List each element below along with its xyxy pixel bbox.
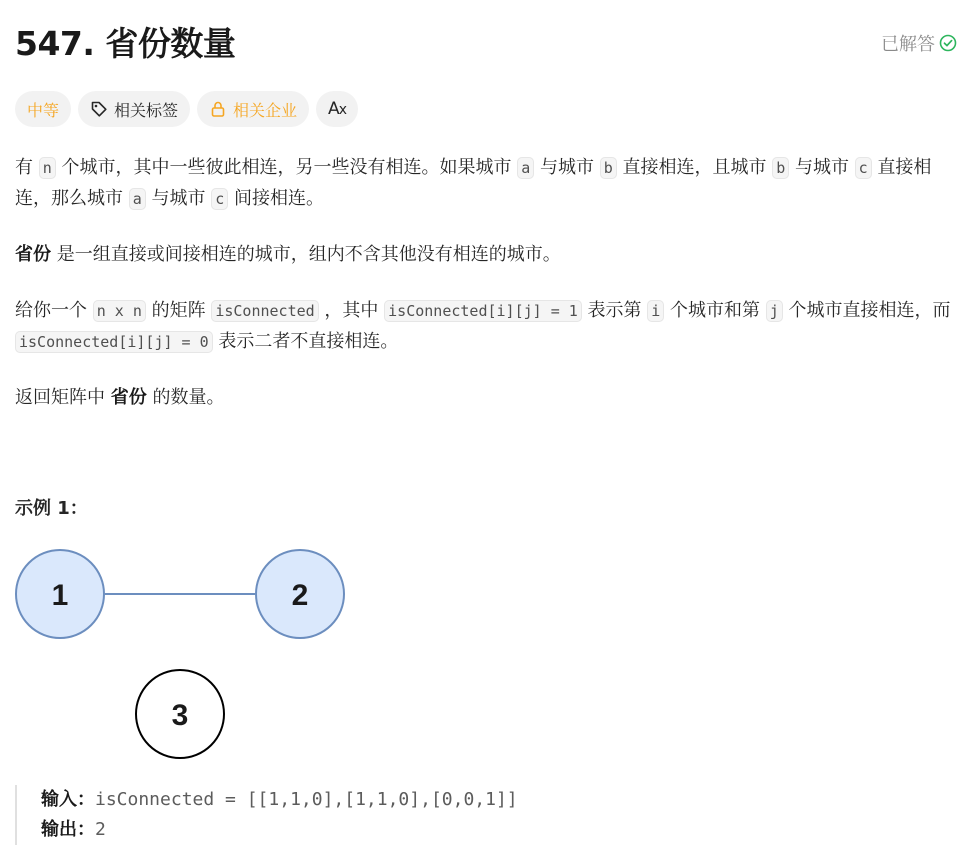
difficulty-label: 中等 xyxy=(27,100,60,120)
bold-term: 省份 xyxy=(110,387,147,408)
inline-code: isConnected xyxy=(211,300,318,322)
inline-code: n x n xyxy=(93,300,146,322)
difficulty-badge xyxy=(15,91,71,127)
inline-code: isConnected[i][j] = 1 xyxy=(384,300,582,322)
inline-code: a xyxy=(129,188,146,210)
example-io-block xyxy=(15,785,518,845)
font-toggle-icon: Ax xyxy=(328,99,346,119)
graph-node-3 xyxy=(136,670,224,758)
inline-code: c xyxy=(211,188,228,210)
check-circle-icon xyxy=(939,34,957,52)
example-input-row xyxy=(41,785,518,815)
input-value: isConnected = [[1,1,0],[1,1,0],[0,0,1]] xyxy=(95,789,518,810)
description-paragraph-3: 给你一个 n x n 的矩阵 isConnected ，其中 isConnected[i][j] = 1 表示第 i 个城市和第 j 个城市直接相连，而 isConnected[i][j] = 0 表示二者不直接相连。 xyxy=(15,300,951,352)
lock-icon xyxy=(209,100,227,118)
example-graph-image xyxy=(13,545,353,767)
input-label: 输入： xyxy=(41,789,95,810)
related-tags-button[interactable] xyxy=(78,91,190,127)
solved-status xyxy=(881,30,957,56)
output-value: 2 xyxy=(95,819,106,840)
inline-code: b xyxy=(600,157,617,179)
svg-text:2: 2 xyxy=(291,579,309,612)
inline-code: i xyxy=(647,300,664,322)
inline-code: a xyxy=(517,157,534,179)
related-tags-label: 相关标签 xyxy=(114,100,179,120)
svg-text:1: 1 xyxy=(51,579,69,612)
svg-text:3: 3 xyxy=(171,699,189,732)
tag-bar xyxy=(15,91,358,127)
problem-title: 547. 省份数量 xyxy=(15,24,236,63)
example-output-row xyxy=(41,815,518,845)
solved-label: 已解答 xyxy=(881,34,935,55)
output-label: 输出： xyxy=(41,819,95,840)
description-paragraph-4: 返回矩阵中 省份 的数量。 xyxy=(15,387,225,408)
related-companies-button[interactable] xyxy=(197,91,309,127)
inline-code: j xyxy=(766,300,783,322)
inline-code: b xyxy=(772,157,789,179)
inline-code: isConnected[i][j] = 0 xyxy=(15,331,213,353)
description-paragraph-2: 省份 是一组直接或间接相连的城市，组内不含其他没有相连的城市。 xyxy=(15,244,561,265)
font-toggle-button[interactable] xyxy=(316,91,358,127)
bold-term: 省份 xyxy=(15,244,51,265)
inline-code: c xyxy=(855,157,872,179)
inline-code: n xyxy=(39,157,56,179)
graph-node-2 xyxy=(256,550,344,638)
example-title: 示例 1： xyxy=(15,498,88,519)
graph-node-1 xyxy=(16,550,104,638)
description-paragraph-1: 有 n 个城市，其中一些彼此相连，另一些没有相连。如果城市 a 与城市 b 直接相连，且城市 b 与城市 c 直接相连，那么城市 a 与城市 c 间接相连。 xyxy=(15,157,932,209)
related-companies-label: 相关企业 xyxy=(233,100,298,120)
tag-icon xyxy=(90,100,108,118)
